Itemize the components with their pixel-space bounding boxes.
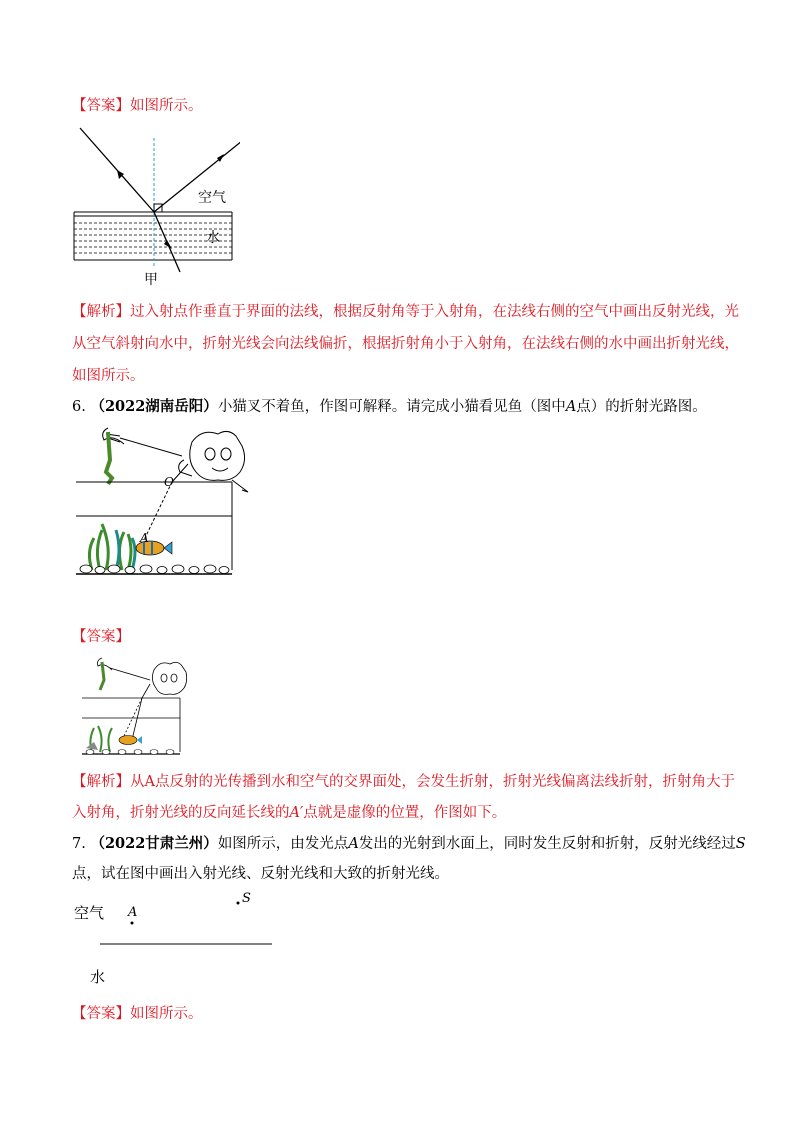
question-text: 如图所示，由发光点 [217,836,349,852]
answer-text: 如图所示。 [130,1006,203,1022]
jia-label: 甲 [144,272,158,288]
q6-answer-figure [80,656,190,756]
q5-analysis-line-2: 从空气斜射向水中，折射光线会向法线偏折，根据折射角小于入射角，在法线右侧的水中画出折射光线， [72,336,739,352]
q6-question [72,397,707,417]
air-label: 空气 [198,190,226,206]
q5-reflection-refraction-figure [70,122,240,292]
analysis-text-end: 点就是虚像的位置，作图如下。 [303,805,507,821]
point-a: A [348,836,359,852]
question-source: （2022湖南岳阳） [90,398,218,415]
q6-analysis-line-2 [72,803,506,823]
q6-answer-line [72,627,130,647]
answer-text: 如图所示。 [130,98,203,114]
analysis-text: 过入射点作垂直于界面的法线，根据反射角等于入射角，在法线右侧的空气中画出反射光线，光 [130,304,739,320]
point-a: A [565,399,577,415]
q5-analysis-line-1 [72,302,739,322]
answer-tag: 【答案】 [72,629,130,645]
answer-tag: 【答案】 [72,98,130,114]
point-s: S [735,836,746,852]
point-a-prime: A′ [289,805,304,821]
water-label: 水 [90,968,106,986]
q5-answer-line [72,96,203,116]
question-number: 7. [72,836,86,852]
point-a-label: A [140,531,149,545]
q6-analysis-line-1 [72,772,735,792]
analysis-text: 从A点反射的光传播到水和空气的交界面处，会发生折射，折射光线偏离法线折射，折射角大于 [130,774,735,790]
analysis-text: 入射角，折射光线的反向延长线的 [72,805,290,821]
point-s-label: S [242,891,251,906]
q7-answer-line [72,1004,203,1024]
analysis-tag: 【解析】 [72,774,130,790]
q6-cat-fish-figure [72,420,262,580]
q5-analysis-line-3: 如图所示。 [72,368,145,384]
water-label: 水 [206,230,220,246]
question-number: 6. [72,399,86,415]
question-text-end: 点）的折射光路图。 [576,399,707,415]
analysis-tag: 【解析】 [72,304,130,320]
point-a-label: A [128,905,138,920]
point-o-label: O [164,475,174,489]
q7-question-line-1 [72,834,746,854]
q7-question-line-2: 点，试在图中画出入射光线、反射光线和大致的折射光线。 [72,866,449,882]
q7-figure [70,886,280,996]
air-label: 空气 [74,904,105,922]
question-text-mid: 发出的光射到水面上，同时发生反射和折射，反射光线经过 [358,836,736,852]
question-text: 小猫叉不着鱼，作图可解释。请完成小猫看见鱼（图中 [217,399,566,415]
question-source: （2022甘肃兰州） [90,835,218,852]
answer-tag: 【答案】 [72,1006,130,1022]
